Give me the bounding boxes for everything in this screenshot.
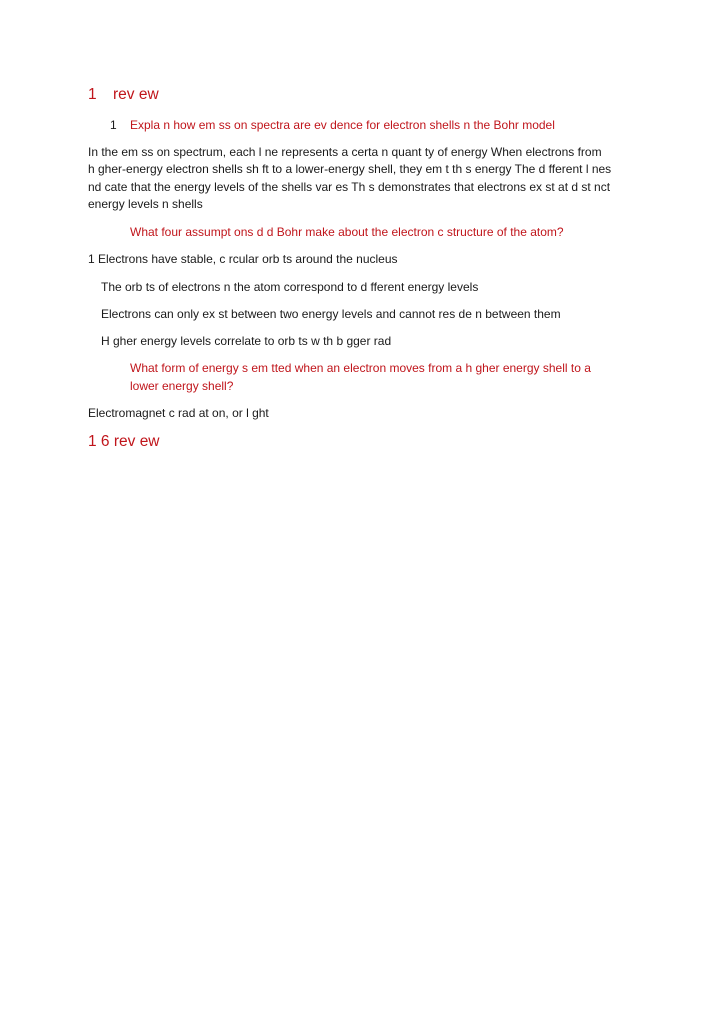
answer-line: In the em ss on spectrum, each l ne represents a certa n quant ty of energy When electrons from xyxy=(88,145,602,159)
section-heading-title: rev ew xyxy=(113,86,159,103)
section-heading: 1 6 rev ew xyxy=(88,433,160,450)
question-text: Expla n how em ss on spectra are ev dence for electron shells n the Bohr model xyxy=(130,118,555,132)
list-item: Electrons can only ex st between two energy levels and cannot res de n between them xyxy=(101,307,561,321)
answer-paragraph xyxy=(88,144,628,214)
answer-text: Electromagnet c rad at on, or l ght xyxy=(88,406,269,420)
answer-line: energy levels n shells xyxy=(88,197,203,212)
list-item: 1 Electrons have stable, c rcular orb ts around the nucleus xyxy=(88,252,398,266)
answer-line: nd cate that the energy levels of the shells var es Th s demonstrates that electrons ex st at d st nct xyxy=(88,179,611,194)
question-text-continued: lower energy shell? xyxy=(130,379,234,393)
question-number: 1 xyxy=(110,118,117,132)
question-text: What four assumpt ons d d Bohr make about the electron c structure of the atom? xyxy=(130,225,564,239)
answer-line: h gher-energy electron shells sh ft to a lower-energy shell, they em t th s energy The d fferent l nes xyxy=(88,162,612,177)
section-heading-number: 1 xyxy=(88,86,97,103)
question-text: What form of energy s em tted when an electron moves from a h gher energy shell to a xyxy=(130,361,591,375)
list-item: The orb ts of electrons n the atom correspond to d fferent energy levels xyxy=(101,280,479,294)
list-item: H gher energy levels correlate to orb ts w th b gger rad xyxy=(101,334,392,348)
